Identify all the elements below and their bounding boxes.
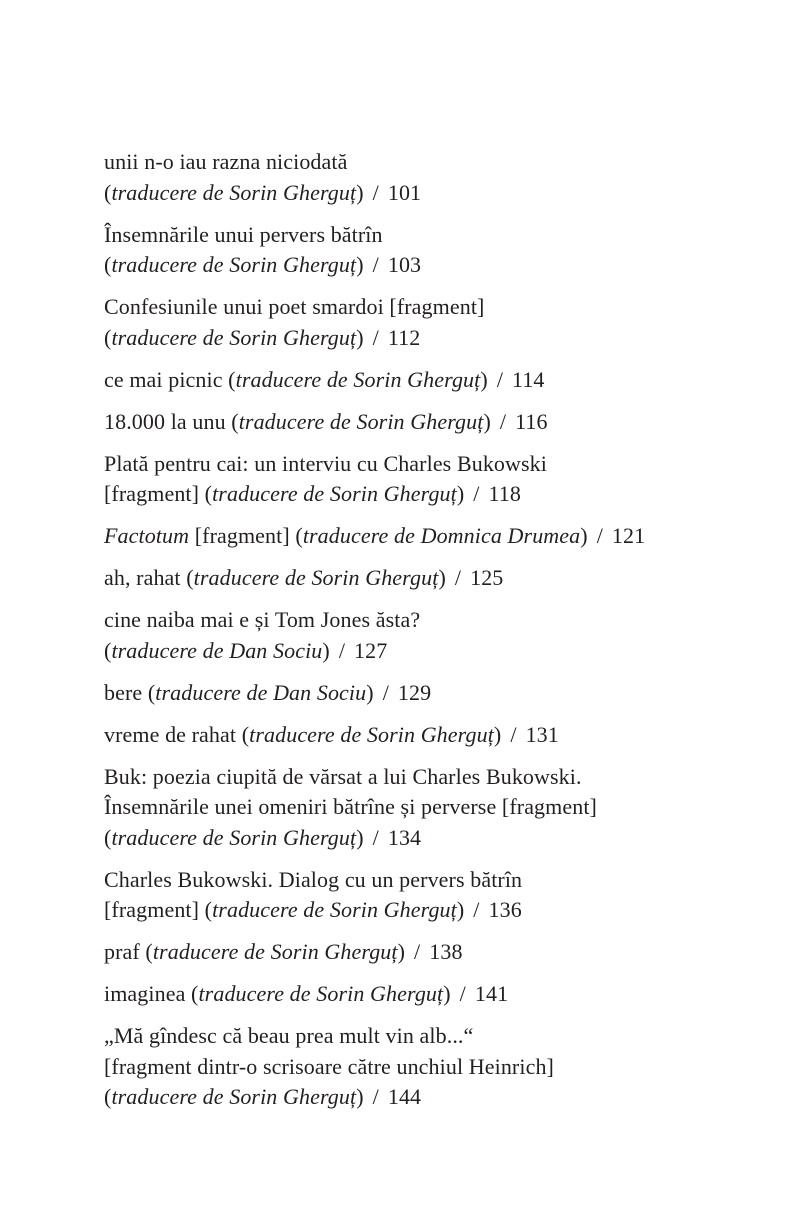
toc-entry <box>104 563 744 594</box>
entry-text: Plată pentru cai: un interviu cu Charles Bukowski <box>104 450 547 476</box>
entry-text: ) <box>366 679 374 705</box>
italic-text: traducere de Sorin Gherguț <box>212 897 457 922</box>
page-number: 129 <box>397 679 432 705</box>
page-number: 138 <box>429 939 463 964</box>
italic-text: traducere de Sorin Gherguț <box>111 324 357 350</box>
toc-entry-line <box>104 720 744 751</box>
page-separator: / <box>372 824 379 850</box>
entry-text: ) <box>483 408 491 434</box>
toc-entry-line <box>104 1082 744 1113</box>
table-of-contents <box>104 147 744 1124</box>
entry-text: vreme de rahat ( <box>104 721 250 747</box>
toc-entry <box>104 678 744 709</box>
entry-text: „Mă gîndesc că beau prea mult vin alb...“ <box>104 1023 474 1048</box>
entry-text: ) <box>356 252 364 277</box>
page-separator: / <box>596 523 603 548</box>
entry-text: ) <box>480 366 488 392</box>
page-number: 121 <box>611 523 646 548</box>
toc-entry-line <box>104 479 744 510</box>
page-separator: / <box>473 897 480 922</box>
entry-text: ( <box>104 637 112 663</box>
italic-text: traducere de Sorin Gherguț <box>111 179 357 205</box>
entry-text: ( <box>104 252 112 277</box>
entry-text: ( <box>104 1084 112 1109</box>
italic-text: Factotum <box>104 523 190 548</box>
toc-entry <box>104 220 744 281</box>
toc-entry <box>104 979 744 1010</box>
entry-text: 18.000 la unu ( <box>104 408 239 434</box>
toc-entry-line <box>104 449 744 480</box>
toc-entry-line <box>104 407 744 438</box>
entry-text: ( <box>104 324 112 350</box>
toc-entry <box>104 147 744 208</box>
toc-entry-line <box>104 147 744 178</box>
entry-text: Însemnările unui pervers bătrîn <box>104 221 383 247</box>
toc-entry <box>104 937 744 968</box>
page-number: 118 <box>488 481 521 506</box>
entry-text: imaginea ( <box>104 981 199 1006</box>
entry-text: ( <box>104 824 112 850</box>
page-separator: / <box>510 721 517 747</box>
toc-entry <box>104 762 744 854</box>
toc-entry-line <box>104 1052 744 1083</box>
entry-text: ) <box>456 481 465 506</box>
page-number: 141 <box>474 981 509 1006</box>
entry-text: [fragment] ( <box>104 481 213 506</box>
toc-entry <box>104 521 744 552</box>
toc-entry-line <box>104 865 744 896</box>
page-number: 103 <box>387 252 422 277</box>
toc-entry <box>104 449 744 510</box>
entry-text: ) <box>356 324 364 350</box>
entry-text: ) <box>438 565 446 590</box>
entry-text: ) <box>456 897 465 922</box>
entry-text: Buk: poezia ciupită de vărsat a lui Charles Bukowski. <box>104 763 582 789</box>
toc-entry-line <box>104 178 744 209</box>
italic-text: traducere de Sorin Gherguț <box>235 366 481 392</box>
toc-entry-line <box>104 521 744 552</box>
toc-entry-line <box>104 979 744 1010</box>
page-separator: / <box>372 1084 379 1109</box>
page-separator: / <box>414 939 421 964</box>
toc-entry-line <box>104 250 744 281</box>
page-separator: / <box>372 179 379 205</box>
italic-text: traducere de Sorin Gherguț <box>193 565 439 590</box>
page-number: 101 <box>387 179 422 205</box>
entry-text: [fragment dintr-o scrisoare către unchiul Heinrich] <box>104 1053 554 1079</box>
italic-text: traducere de Domnica Drumea <box>302 523 581 548</box>
page-number: 125 <box>470 565 504 590</box>
page-separator: / <box>382 679 389 705</box>
italic-text: traducere de Sorin Gherguț <box>212 481 457 506</box>
italic-text: traducere de Sorin Gherguț <box>152 939 398 964</box>
italic-text: traducere de Dan Sociu <box>111 637 323 663</box>
entry-text: ) <box>322 637 330 663</box>
page-number: 134 <box>387 824 422 850</box>
toc-entry-line <box>104 1021 744 1052</box>
toc-entry-line <box>104 292 744 323</box>
entry-text: ) <box>493 721 502 747</box>
toc-entry <box>104 720 744 751</box>
toc-entry-line <box>104 937 744 968</box>
italic-text: traducere de Sorin Gherguț <box>249 721 494 747</box>
page-number: 131 <box>525 721 559 747</box>
page-separator: / <box>454 565 462 590</box>
page-separator: / <box>499 408 507 434</box>
entry-text: ( <box>104 179 112 205</box>
page-separator: / <box>338 637 346 663</box>
italic-text: traducere de Sorin Gherguț <box>198 981 444 1006</box>
page-number: 144 <box>387 1084 422 1109</box>
toc-entry <box>104 407 744 438</box>
italic-text: traducere de Sorin Gherguț <box>111 824 357 850</box>
page-separator: / <box>473 481 480 506</box>
entry-text: ) <box>443 981 451 1006</box>
toc-entry-line <box>104 365 744 396</box>
toc-entry-line <box>104 220 744 251</box>
page-number: 136 <box>488 897 522 922</box>
entry-text: unii n-o iau razna niciodată <box>104 149 348 174</box>
page-separator: / <box>372 324 379 350</box>
page-number: 127 <box>354 637 388 663</box>
entry-text: bere ( <box>104 679 156 705</box>
toc-entry-line <box>104 678 744 709</box>
toc-entry <box>104 365 744 396</box>
page-separator: / <box>496 366 504 392</box>
toc-entry-line <box>104 823 744 854</box>
toc-entry <box>104 605 744 666</box>
entry-text: [fragment] ( <box>104 897 213 922</box>
page-number: 112 <box>387 324 421 350</box>
entry-text: ce mai picnic ( <box>104 366 236 392</box>
page-number: 116 <box>515 408 548 434</box>
page-number: 114 <box>512 366 545 392</box>
entry-text: ) <box>397 939 406 964</box>
toc-entry <box>104 292 744 353</box>
toc-entry-line <box>104 323 744 354</box>
italic-text: traducere de Dan Sociu <box>155 679 367 705</box>
page-separator: / <box>459 981 466 1006</box>
entry-text: ) <box>356 1084 364 1109</box>
entry-text: praf ( <box>104 939 153 964</box>
entry-text: cine naiba mai e și Tom Jones ăsta? <box>104 607 421 632</box>
toc-entry-line <box>104 563 744 594</box>
italic-text: traducere de Sorin Gherguț <box>238 408 484 434</box>
entry-text: Însemnările unei omeniri bătrîne și perverse [fragment] <box>104 794 597 819</box>
page-separator: / <box>372 252 379 277</box>
toc-entry-line <box>104 636 744 667</box>
toc-entry-line <box>104 895 744 926</box>
entry-text: Charles Bukowski. Dialog cu un pervers bătrîn <box>104 866 523 892</box>
toc-entry <box>104 1021 744 1113</box>
toc-entry-line <box>104 792 744 823</box>
entry-text: ah, rahat ( <box>104 565 194 590</box>
entry-text: ) <box>580 523 588 548</box>
entry-text: Confesiunile unui poet smardoi [fragment] <box>104 294 485 319</box>
toc-entry <box>104 865 744 926</box>
entry-text: ) <box>356 179 364 205</box>
toc-entry-line <box>104 762 744 793</box>
italic-text: traducere de Sorin Gherguț <box>111 1084 357 1109</box>
entry-text: ) <box>356 824 364 850</box>
entry-text: [fragment] ( <box>189 523 303 548</box>
toc-entry-line <box>104 605 744 636</box>
italic-text: traducere de Sorin Gherguț <box>111 252 357 277</box>
